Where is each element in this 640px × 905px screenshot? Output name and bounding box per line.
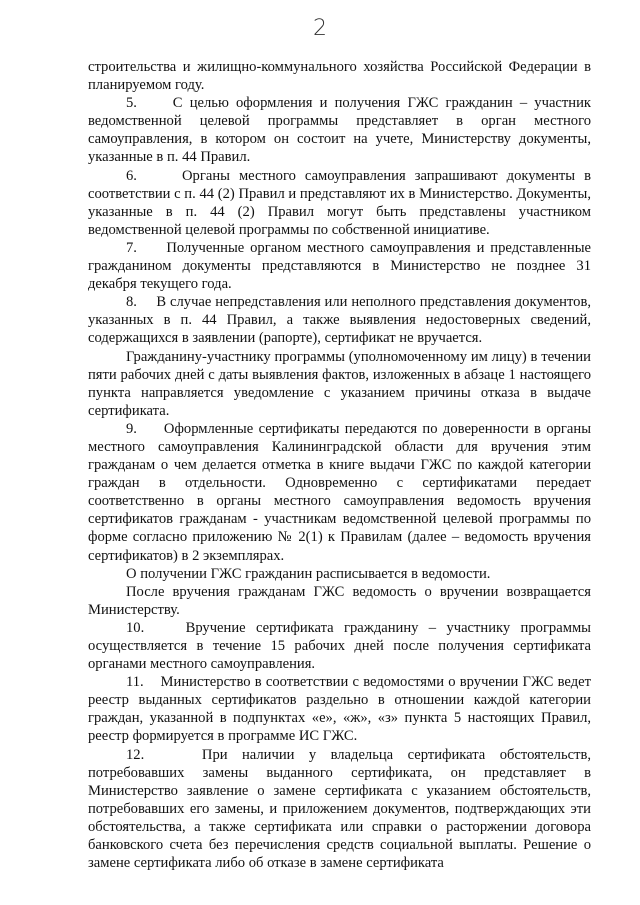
paragraph-item-9: 9. Оформленные сертификаты передаются по доверенности в органы местного самоуправления Калининградской области для вручения этим гражданам о чем делается отметка в книге выдачи ГЖС по каждой категории граждан в отдельности. Одновременно с сертификатами передает соответственно в органы местного самоуправления ведомость вручения сертификатов гражданам - участникам ведомственной целевой программы по форме согласно приложению № 2(1) к Правилам (далее – ведомость вручения сертификатов) в 2 экземплярах. [88,420,591,564]
paragraph-item-9-signature: О получении ГЖС гражданин расписывается в ведомости. [126,565,491,582]
paragraph-item-7: 7. Полученные органом местного самоуправления и представленные гражданином документы представляются в Министерство не позднее 31 декабря текущего года. [88,239,591,293]
paragraph-item-8-notice: Гражданину-участнику программы (уполномоченному им лицу) в течении пяти рабочих дней с даты выявления фактов, изложенных в абзаце 1 настоящего пункта направляется уведомление с указанием причины отказа в выдаче сертификата. [88,348,591,419]
paragraph-item-10: 10. Вручение сертификата гражданину – участнику программы осуществляется в течение 15 рабочих дней после получения сертификата органами местного самоуправления. [88,619,591,673]
paragraph-item-11: 11. Министерство в соответствии с ведомостями о вручении ГЖС ведет реестр выданных сертификатов раздельно в отношении каждой категории граждан, указанной в подпунктах «е», «ж», «з» пункта 5 настоящих Правил, реестр формируется в программе ИС ГЖС. [88,674,591,745]
paragraph-continuation: строительства и жилищно-коммунального хозяйства Российской Федерации в планируемом году. [88,59,591,94]
paragraph-item-8: 8. В случае непредставления или неполного представления документов, указанных в п. 44 Правил, а также выявления недостоверных сведений, содержащихся в заявлении (рапорте), сертификат не вручается. [88,294,591,347]
document-body [88,58,591,872]
paragraph-item-12: 12. При наличии у владельца сертификата обстоятельств, потребовавших замены выданного сертификата, он представляет в Министерство заявление о замене сертификата с указанием обстоятельств, потребовавших его замены, и приложением документов, подтверждающих эти обстоятельства, а также сертификата или справки о расторжении договора банковского счета без перечисления средств социальной выплаты. Решение о замене сертификата либо об отказе в замене сертификата [88,746,591,872]
paragraph-item-6: 6. Органы местного самоуправления запрашивают документы в соответствии с п. 44 (2) Правил и представляют их в Министерство. Документы, указанные в п. 44 (2) Правил могут быть представлены участником ведомственной целевой программы по собственной инициативе. [88,167,591,238]
page-number: 2 [313,16,327,41]
paragraph-item-9-return: После вручения гражданам ГЖС ведомость о вручении возвращается Министерству. [88,583,591,618]
paragraph-item-5: 5. С целью оформления и получения ГЖС гражданин – участник ведомственной целевой программы представляет в орган местного самоуправления, в котором он состоит на учете, Министерству документы, указанные в п. 44 Правил. [88,95,591,166]
